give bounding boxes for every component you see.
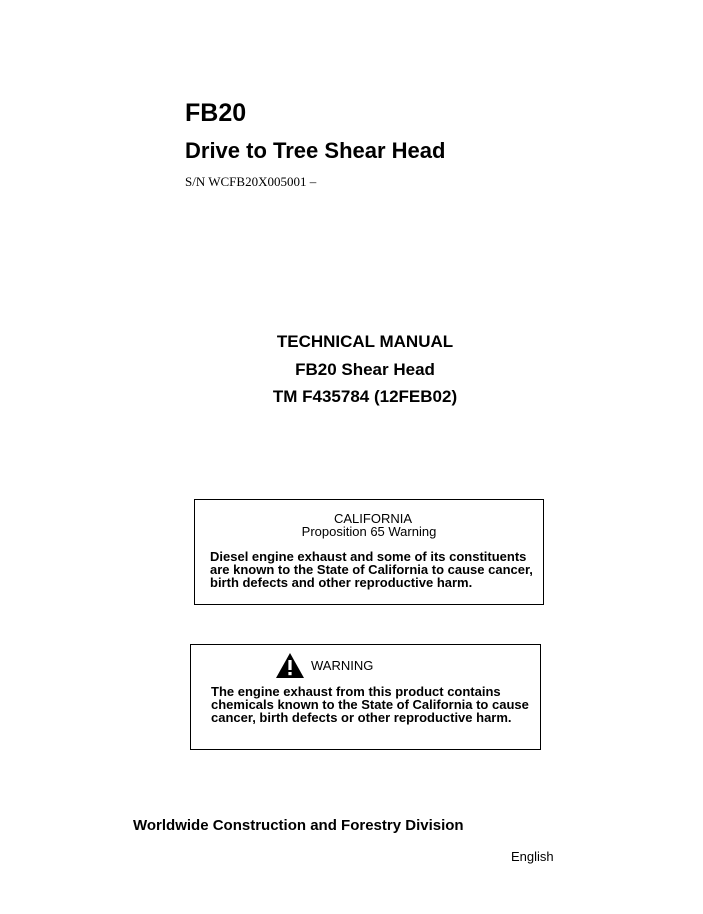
warning-line: The engine exhaust from this product contains xyxy=(211,684,501,699)
model-title: FB20 xyxy=(185,99,247,127)
warning-line: chemicals known to the State of California to cause xyxy=(211,697,529,712)
product-title: Drive to Tree Shear Head xyxy=(185,138,446,163)
serial-number: S/N WCFB20X005001 – xyxy=(185,174,317,189)
california-prop65-notice xyxy=(194,499,544,605)
notice-subtitle: Proposition 65 Warning xyxy=(301,524,437,539)
manual-subtitle: FB20 Shear Head xyxy=(295,360,435,379)
division-name: Worldwide Construction and Forestry Division xyxy=(133,817,464,834)
manual-heading: TECHNICAL MANUAL xyxy=(276,332,454,351)
notice-body xyxy=(210,550,540,589)
manual-number: TM F435784 (12FEB02) xyxy=(272,387,458,406)
language-label: English xyxy=(511,849,554,864)
notice-line: Diesel engine exhaust and some of its constituents xyxy=(210,549,527,564)
warning-header xyxy=(275,651,373,679)
notice-line: are known to the State of California to cause cancer, xyxy=(210,562,533,577)
engine-exhaust-warning xyxy=(190,644,541,750)
warning-body xyxy=(211,685,536,724)
notice-title: CALIFORNIA xyxy=(333,511,412,526)
warning-label: WARNING xyxy=(311,657,374,673)
warning-triangle-icon xyxy=(275,652,305,679)
warning-line: cancer, birth defects or other reproductive harm. xyxy=(211,710,512,725)
notice-line: birth defects and other reproductive harm. xyxy=(210,575,473,590)
